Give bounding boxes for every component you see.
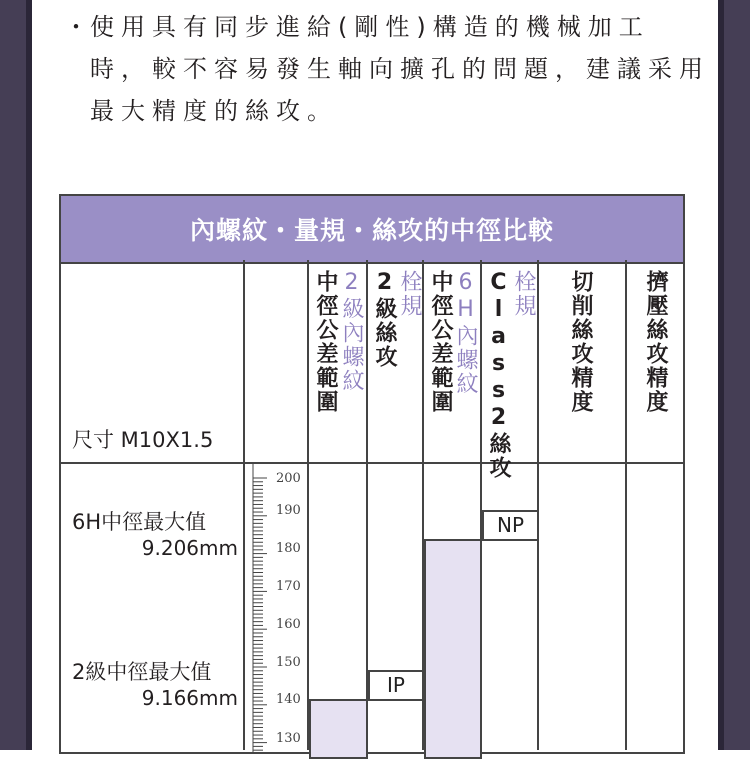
col-header-text: 2級絲攻	[372, 270, 397, 369]
col-header-subtext: 栓規	[511, 270, 536, 318]
gauge-lower-line	[480, 539, 538, 541]
col-header-subtext: 6H內螺紋	[453, 270, 478, 396]
intro-text: 使用具有同步進給(剛性)構造的機械加工時，較不容易發生軸向擴孔的問題，建議采用最大精度的絲攻。	[90, 13, 710, 125]
tap-lower-line	[366, 699, 424, 701]
col-header-text: 中徑公差範圍	[428, 270, 453, 414]
scale-label: 190	[276, 503, 301, 518]
row-label-2: 2級中徑最大值	[72, 660, 212, 684]
size-label: 尺寸 M10X1.5	[72, 428, 214, 452]
col-header-text: 切削絲攻精度	[568, 270, 593, 414]
col-header-plug-gauge-2	[510, 270, 562, 318]
col-header-subtext: 2級內螺紋	[339, 270, 364, 393]
scale-label: 180	[276, 541, 301, 556]
tolerance-bar-2	[309, 699, 368, 759]
row-label-6h: 6H中徑最大值	[72, 510, 207, 534]
col-header-text: Class2絲攻	[486, 270, 511, 480]
col-header-subtext: 栓規	[397, 270, 422, 318]
tolerance-bar-6h	[424, 539, 482, 759]
np-mark: NP	[482, 510, 539, 541]
scale-label: 160	[276, 617, 301, 632]
frame-left-edge	[26, 0, 32, 750]
grid-line	[307, 260, 309, 750]
row-value-6h: 9.206mm	[141, 536, 238, 560]
scale-label: 130	[276, 731, 301, 746]
scale-label: 170	[276, 579, 301, 594]
ip-mark: IP	[368, 670, 424, 701]
intro-bullet: ・	[64, 13, 95, 41]
scale-label: 200	[276, 471, 301, 486]
table-title: 內螺紋・量規・絲攻的中徑比較	[61, 196, 683, 264]
row-value-2: 9.166mm	[141, 686, 238, 710]
scale-label: 150	[276, 655, 301, 670]
col-header-text: 中徑公差範圍	[313, 270, 338, 414]
header-divider	[59, 462, 685, 464]
col-header-text: 擠壓絲攻精度	[643, 270, 668, 414]
col-header-forming-tap	[642, 270, 750, 414]
scale-label: 140	[276, 692, 301, 707]
